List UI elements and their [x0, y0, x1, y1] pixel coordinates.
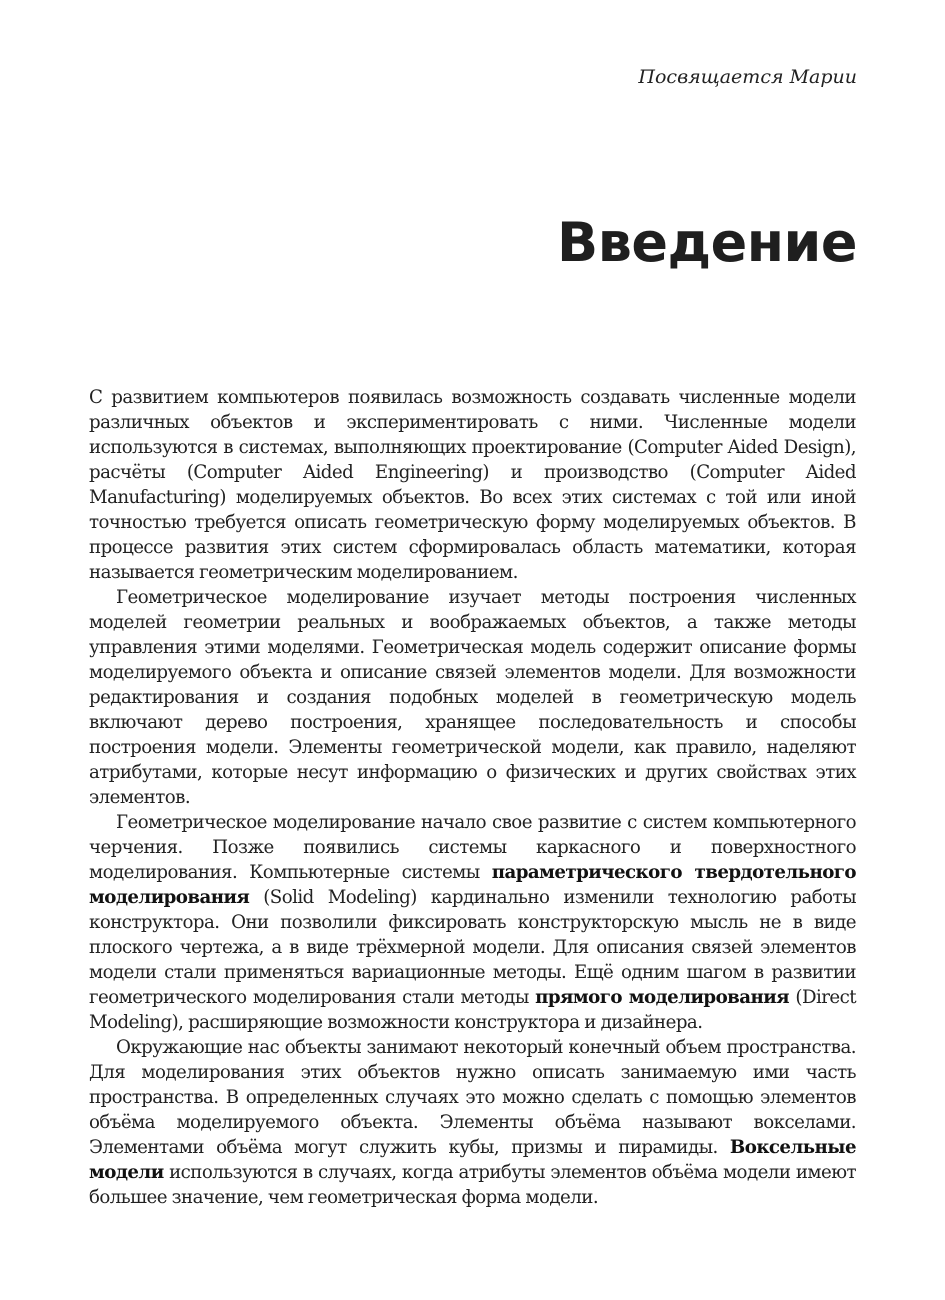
paragraph-text: Окружающие нас объекты занимают некоторый конечный объем пространства. Для моделирования этих объектов нужно описать занимаемую ими часть пространства. В определенных случаях это можно сделать с помощью элементов объёма моделируемого объекта. Элементы объёма называют вокселами. Элементами объёма могут служить кубы, призмы и пирамиды. — [89, 1037, 856, 1158]
bold-term: Воксельные модели — [89, 1137, 856, 1183]
paragraph-text: (Direct Modeling), расширяющие возможности конструктора и дизайнера. — [89, 987, 856, 1033]
bold-term: прямого моделирования — [535, 987, 790, 1008]
paragraph-text: Геометрическое моделирование изучает методы построения численных моделей геометрии реальных и воображаемых объектов, а также методы управления этими моделями. Геометрическая модель содержит описание формы моделируемого объекта и описание связей элементов модели. Для возможности редактирования и создания подобных моделей в геометрическую модель включают дерево построения, хранящее последовательность и способы построения модели. Элементы геометрической модели, как правило, наделяют атрибутами, которые несут информацию о физических и других свойствах этих элементов. — [89, 587, 856, 808]
bold-term: параметрического твердотельного моделирования — [89, 862, 856, 908]
paragraph — [89, 585, 856, 810]
paragraph — [89, 1035, 856, 1210]
paragraph-text: (Solid Modeling) кардинально изменили технологию работы конструктора. Они позволили фиксировать конструкторскую мысль не в виде плоского чертежа, а в виде трёхмерной модели. Для описания связей элементов модели стали применяться вариационные методы. Ещё одним шагом в развитии геометрического моделирования стали методы — [89, 887, 856, 1008]
paragraph — [89, 810, 856, 1035]
paragraph-text: используются в случаях, когда атрибуты элементов объёма модели имеют большее значение, чем геометрическая форма модели. — [89, 1162, 856, 1208]
paragraph — [89, 385, 856, 585]
dedication: Посвящается Марии — [638, 66, 857, 88]
chapter-title: Введение — [557, 211, 857, 274]
chapter-body — [89, 385, 856, 1210]
paragraph-text: С развитием компьютеров появилась возможность создавать численные модели различных объектов и экспериментировать с ними. Численные модели используются в системах, выполняющих проектирование (Computer Aided Design), расчёты (Computer Aided Engineering) и производство (Computer Aided Manufacturing) моделируемых объектов. Во всех этих системах с той или иной точностью требуется описать геометрическую форму моделируемых объектов. В процессе развития этих систем сформировалась область математики, которая называется геометрическим моделированием. — [89, 387, 856, 583]
paragraph-text: Геометрическое моделирование начало свое развитие с систем компьютерного черчения. Позже появились системы каркасного и поверхностного моделирования. Компьютерные системы — [89, 812, 856, 883]
